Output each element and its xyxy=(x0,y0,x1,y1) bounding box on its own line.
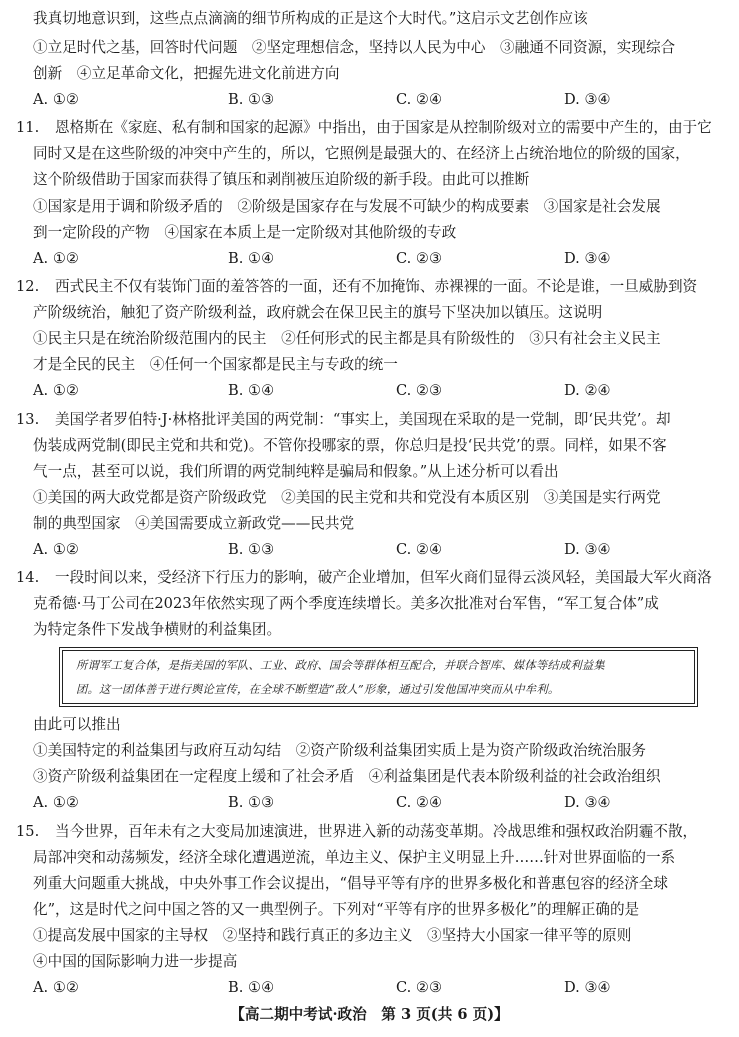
question-number: 12. xyxy=(16,278,40,295)
q13-stem-line: 气一点，甚至可以说，我们所谓的两党制纯粹是骗局和假象。”从上述分析可以看出 xyxy=(33,463,559,480)
question-number: 11. xyxy=(16,119,40,136)
q14-option-a[interactable]: A. ①② xyxy=(33,794,79,811)
q10-option-b[interactable]: B. ①③ xyxy=(228,91,275,108)
q10-text-line: 我真切地意识到，这些点点滴滴的细节所构成的正是这个大时代。”这启示文艺创作应该 xyxy=(33,10,588,27)
q15-option-d[interactable]: D. ③④ xyxy=(564,979,611,996)
q10-option-a[interactable]: A. ①② xyxy=(33,91,79,108)
q12-option-b[interactable]: B. ①④ xyxy=(228,382,275,399)
q13-stem-line: 美国学者罗伯特·J·林格批评美国的两党制：“事实上，美国现在采取的是一党制，即‘民共党’。却 xyxy=(55,411,671,428)
q10-option-d[interactable]: D. ③④ xyxy=(564,91,611,108)
q14-option-b[interactable]: B. ①③ xyxy=(228,794,275,811)
q11-option-a[interactable]: A. ①② xyxy=(33,250,79,267)
q10-choice-line: ①立足时代之基，回答时代问题 ②坚定理想信念，坚持以人民为中心 ③融通不同资源，实现综合 xyxy=(33,39,676,56)
q14-stem-line: 为特定条件下发战争横财的利益集团。 xyxy=(33,621,282,638)
q11-stem-line: 同时又是在这些阶级的冲突中产生的，所以，它照例是最强大的、在经济上占统治地位的阶级的国家， xyxy=(33,145,690,162)
material-box-line: 所谓军工复合体，是指美国的军队、工业、政府、国会等群体相互配合，并联合智库、媒体等结成利益集 xyxy=(76,659,605,672)
q11-option-b[interactable]: B. ①④ xyxy=(228,250,275,267)
q13-choice-line: ①美国的两大政党都是资产阶级政党 ②美国的民主党和共和党没有本质区别 ③美国是实行两党 xyxy=(33,489,661,506)
q10-option-c[interactable]: C. ②④ xyxy=(396,91,443,108)
q13-stem-line: 伪装成两党制(即民主党和共和党)。不管你投哪家的票，你总归是投‘民共党’的票。同样，如果不客 xyxy=(33,437,667,454)
q13-option-b[interactable]: B. ①③ xyxy=(228,541,275,558)
q13-option-c[interactable]: C. ②④ xyxy=(396,541,443,558)
q11-option-c[interactable]: C. ②③ xyxy=(396,250,443,267)
question-number: 15. xyxy=(16,823,40,840)
q15-choice-line: ①提高发展中国家的主导权 ②坚持和践行真正的多边主义 ③坚持大小国家一律平等的原则 xyxy=(33,927,632,944)
question-number: 14. xyxy=(16,569,40,586)
q13-option-d[interactable]: D. ③④ xyxy=(564,541,611,558)
q11-stem-line: 恩格斯在《家庭、私有制和国家的起源》中指出，由于国家是从控制阶级对立的需要中产生的，由于它 xyxy=(55,119,712,136)
q14-choice-line: ③资产阶级利益集团在一定程度上缓和了社会矛盾 ④利益集团是代表本阶级利益的社会政治组织 xyxy=(33,768,661,785)
q14-option-d[interactable]: D. ③④ xyxy=(564,794,611,811)
q15-option-b[interactable]: B. ①④ xyxy=(228,979,275,996)
q10-choice-line: 创新 ④立足革命文化，把握先进文化前进方向 xyxy=(33,65,340,82)
q12-stem-line: 产阶级统治，触犯了资产阶级利益，政府就会在保卫民主的旗号下坚决加以镇压。这说明 xyxy=(33,304,603,321)
q14-stem-line: 一段时间以来，受经济下行压力的影响，破产企业增加，但军火商们显得云淡风轻，美国最大军火商洛 xyxy=(55,569,712,586)
q15-option-a[interactable]: A. ①② xyxy=(33,979,79,996)
question-number: 13. xyxy=(16,411,40,428)
q12-choice-line: 才是全民的民主 ④任何一个国家都是民主与专政的统一 xyxy=(33,356,398,373)
q14-choice-line: ①美国特定的利益集团与政府互动勾结 ②资产阶级利益集团实质上是为资产阶级政治统治服务 xyxy=(33,742,646,759)
q15-option-c[interactable]: C. ②③ xyxy=(396,979,443,996)
q13-choice-line: 制的典型国家 ④美国需要成立新政党——民共党 xyxy=(33,515,355,532)
q12-option-a[interactable]: A. ①② xyxy=(33,382,79,399)
q14-option-c[interactable]: C. ②④ xyxy=(396,794,443,811)
page-footer: 【高二期中考试·政治 第 3 页(共 6 页)】 xyxy=(230,1006,509,1023)
q14-prompt-line: 由此可以推出 xyxy=(33,716,121,733)
q12-option-d[interactable]: D. ②④ xyxy=(564,382,611,399)
q13-option-a[interactable]: A. ①② xyxy=(33,541,79,558)
q11-choice-line: ①国家是用于调和阶级矛盾的 ②阶级是国家存在与发展不可缺少的构成要素 ③国家是社会发展 xyxy=(33,198,661,215)
q12-stem-line: 西式民主不仅有装饰门面的羞答答的一面，还有不加掩饰、赤裸裸的一面。不论是谁，一旦威胁到资 xyxy=(55,278,698,295)
q11-choice-line: 到一定阶段的产物 ④国家在本质上是一定阶级对其他阶级的专政 xyxy=(33,224,457,241)
q15-choice-line: ④中国的国际影响力进一步提高 xyxy=(33,953,238,970)
q12-option-c[interactable]: C. ②③ xyxy=(396,382,443,399)
material-box-line: 团。这一团体善于进行舆论宣传，在全球不断塑造“敌人”形象，通过引发他国冲突而从中牟利。 xyxy=(76,683,560,696)
q12-choice-line: ①民主只是在统治阶级范围内的民主 ②任何形式的民主都是具有阶级性的 ③只有社会主义民主 xyxy=(33,330,661,347)
q11-option-d[interactable]: D. ③④ xyxy=(564,250,611,267)
q14-stem-line: 克希德·马丁公司在2023年依然实现了两个季度连续增长。美多次批准对台军售，“军工复合体”成 xyxy=(33,595,659,612)
q11-stem-line: 这个阶级借助于国家而获得了镇压和剥削被压迫阶级的新手段。由此可以推断 xyxy=(33,171,530,188)
q15-stem-line: 局部冲突和动荡频发，经济全球化遭遇逆流，单边主义、保护主义明显上升……针对世界面临的一系 xyxy=(33,849,676,866)
q15-stem-line: 列重大问题重大挑战，中央外事工作会议提出，“倡导平等有序的世界多极化和普惠包容的经济全球 xyxy=(33,875,668,892)
q15-stem-line: 当今世界，百年未有之大变局加速演进，世界进入新的动荡变革期。冷战思维和强权政治阴霾不散， xyxy=(55,823,698,840)
q15-stem-line: 化”，这是时代之问中国之答的又一典型例子。下列对“平等有序的世界多极化”的理解正确的是 xyxy=(33,901,640,918)
